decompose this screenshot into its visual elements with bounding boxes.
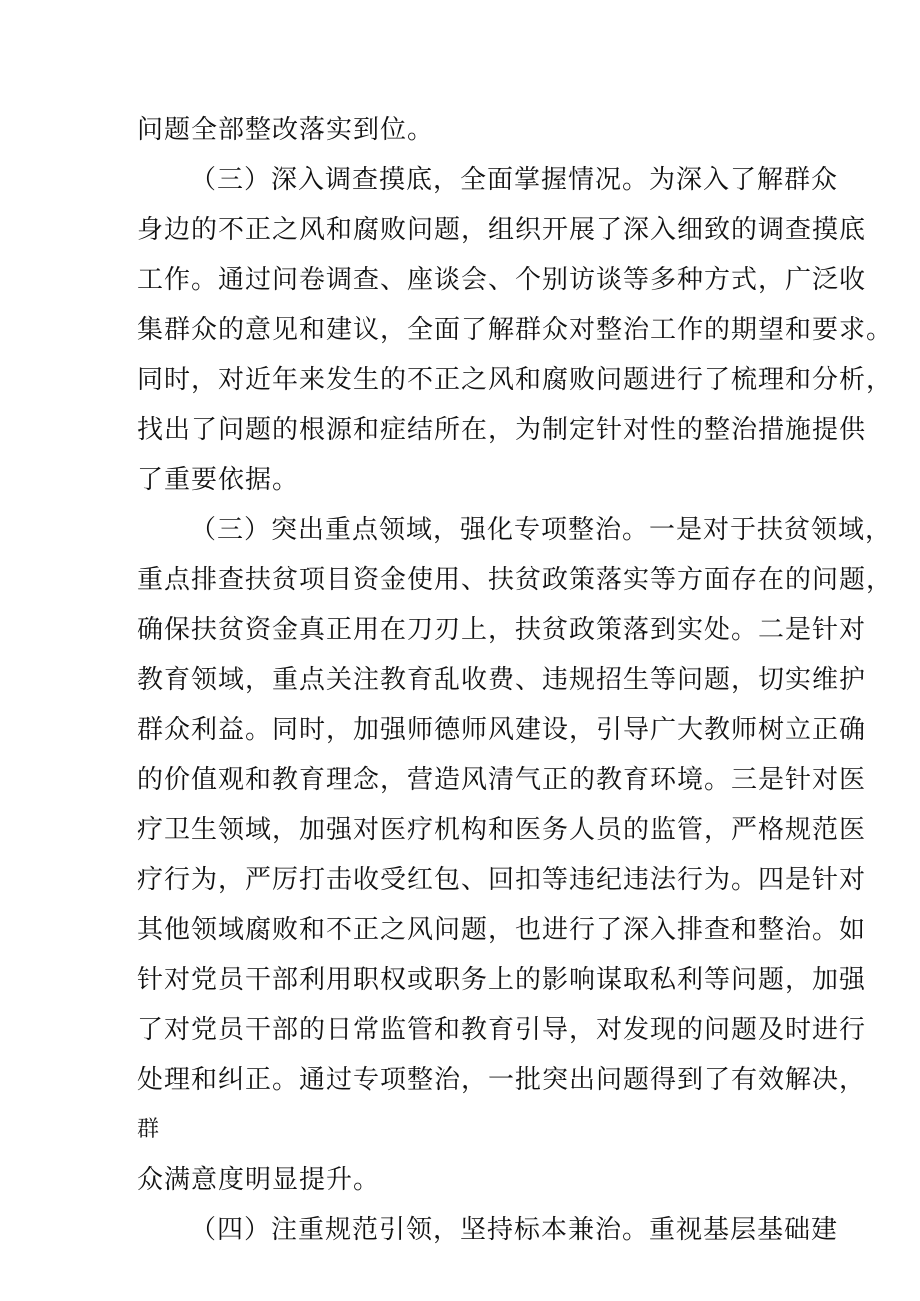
text-line: 重点排查扶贫项目资金使用、扶贫政策落实等方面存在的问题，	[137, 565, 894, 595]
text-line: 了对党员干部的日常监管和教育引导，对发现的问题及时进行	[137, 1015, 867, 1045]
text-line: 众满意度明显提升。	[137, 1165, 381, 1195]
text-line: 群	[137, 1117, 160, 1142]
text-line: 其他领域腐败和不正之风问题，也进行了深入排查和整治。如	[137, 915, 867, 945]
text-line: 的价值观和教育理念，营造风清气正的教育环境。三是针对医	[137, 765, 867, 795]
text-line: 疗行为，严厉打击收受红包、回扣等违纪违法行为。四是针对	[137, 865, 867, 895]
text-line: 问题全部整改落实到位。	[137, 115, 435, 145]
paragraph-heading-line: （三）突出重点领域，强化专项整治。一是对于扶贫领域，	[190, 515, 893, 545]
paragraph-heading-line: （三）深入调查摸底，全面掌握情况。为深入了解群众	[190, 165, 839, 195]
paragraph-heading-line: （四）注重规范引领，坚持标本兼治。重视基层基础建	[190, 1215, 839, 1245]
text-line: 工作。通过问卷调查、座谈会、个别访谈等多种方式，广泛收	[137, 265, 867, 295]
text-line: 找出了问题的根源和症结所在，为制定针对性的整治措施提供	[137, 415, 867, 445]
text-line: 教育领域，重点关注教育乱收费、违规招生等问题，切实维护	[137, 665, 867, 695]
text-line: 针对党员干部利用职权或职务上的影响谋取私利等问题，加强	[137, 965, 867, 995]
text-line: 群众利益。同时，加强师德师风建设，引导广大教师树立正确	[137, 715, 867, 745]
text-line: 了重要依据。	[137, 465, 300, 495]
text-line: 身边的不正之风和腐败问题，组织开展了深入细致的调查摸底	[137, 215, 867, 245]
text-line: 处理和纠正。通过专项整治，一批突出问题得到了有效解决，	[137, 1065, 867, 1095]
text-line: 集群众的意见和建议，全面了解群众对整治工作的期望和要求。	[137, 315, 894, 345]
text-line: 疗卫生领域，加强对医疗机构和医务人员的监管，严格规范医	[137, 815, 867, 845]
text-line: 同时，对近年来发生的不正之风和腐败问题进行了梳理和分析，	[137, 365, 894, 395]
text-line: 确保扶贫资金真正用在刀刃上，扶贫政策落到实处。二是针对	[137, 615, 867, 645]
